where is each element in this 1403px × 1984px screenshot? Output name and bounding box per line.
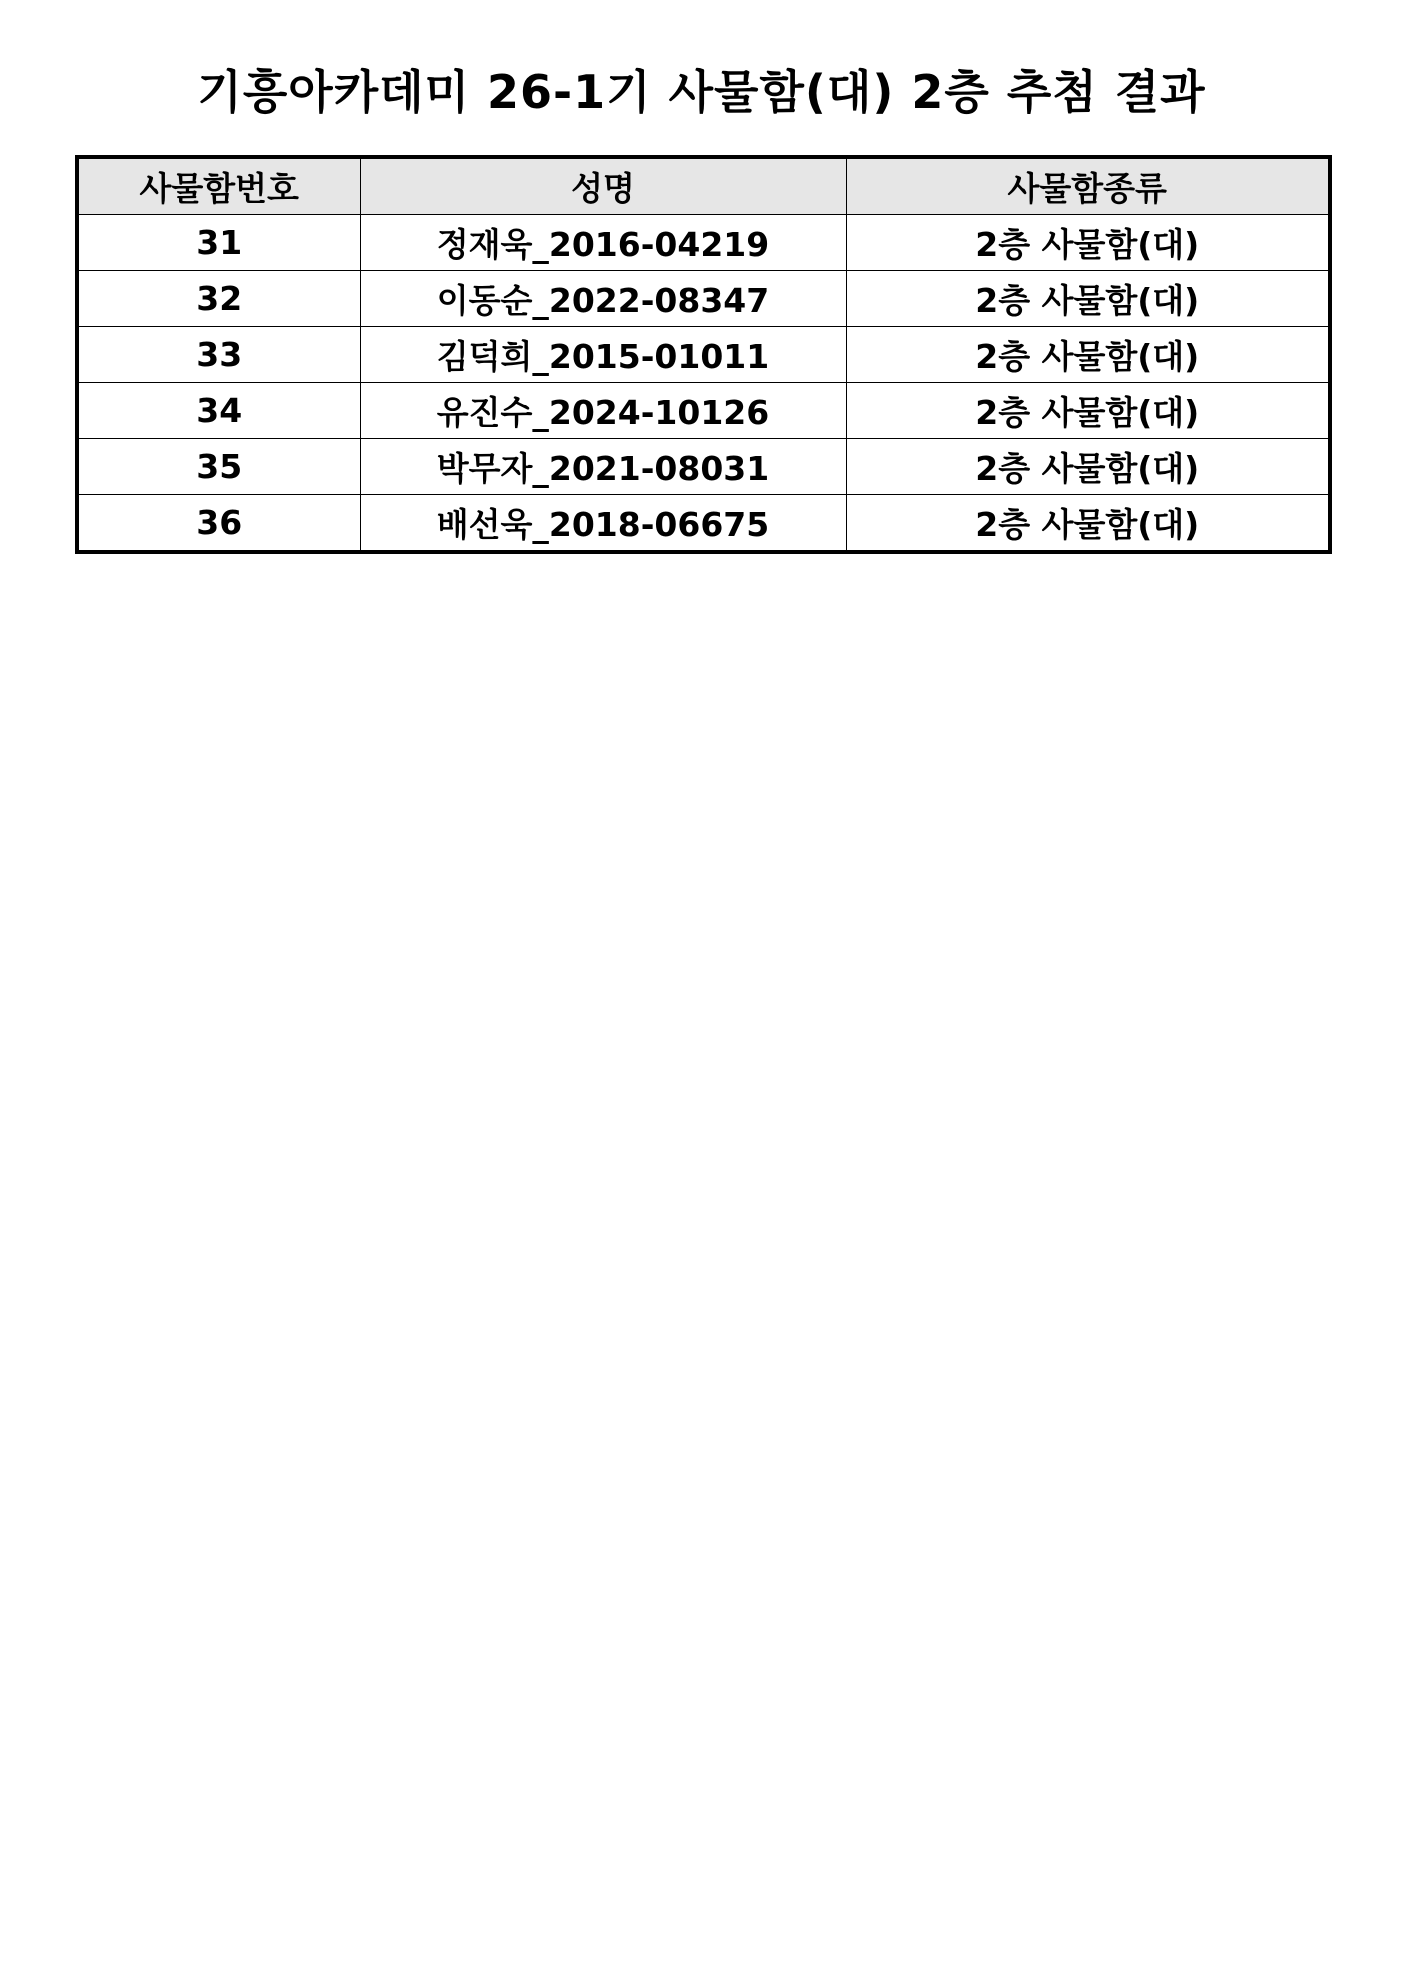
- page-title: 기흥아카데미 26-1기 사물함(대) 2층 추첨 결과: [197, 65, 1206, 119]
- locker-type-cell: 2층 사물함(대): [846, 383, 1330, 439]
- locker-type-cell: 2층 사물함(대): [846, 215, 1330, 271]
- table-row: [77, 383, 1330, 439]
- name-cell: 정재욱_2016-04219: [360, 215, 846, 271]
- locker-number-cell: 32: [77, 271, 360, 327]
- locker-number-cell: 31: [77, 215, 360, 271]
- locker-type-cell: 2층 사물함(대): [846, 439, 1330, 495]
- name-cell: 배선욱_2018-06675: [360, 495, 846, 553]
- table-row: [77, 271, 1330, 327]
- table-row: [77, 439, 1330, 495]
- name-cell: 박무자_2021-08031: [360, 439, 846, 495]
- name-cell: 유진수_2024-10126: [360, 383, 846, 439]
- locker-type-cell: 2층 사물함(대): [846, 495, 1330, 553]
- locker-type-cell: 2층 사물함(대): [846, 271, 1330, 327]
- header-locker-number: 사물함번호: [77, 157, 360, 215]
- locker-number-cell: 36: [77, 495, 360, 553]
- header-name: 성명: [360, 157, 846, 215]
- header-locker-type: 사물함종류: [846, 157, 1330, 215]
- name-cell: 이동순_2022-08347: [360, 271, 846, 327]
- table-row: [77, 495, 1330, 553]
- locker-type-cell: 2층 사물함(대): [846, 327, 1330, 383]
- table-row: [77, 215, 1330, 271]
- locker-number-cell: 35: [77, 439, 360, 495]
- table-row: [77, 327, 1330, 383]
- name-cell: 김덕희_2015-01011: [360, 327, 846, 383]
- lottery-result-table: [75, 155, 1332, 554]
- table-header-row: [77, 157, 1330, 215]
- locker-number-cell: 33: [77, 327, 360, 383]
- locker-number-cell: 34: [77, 383, 360, 439]
